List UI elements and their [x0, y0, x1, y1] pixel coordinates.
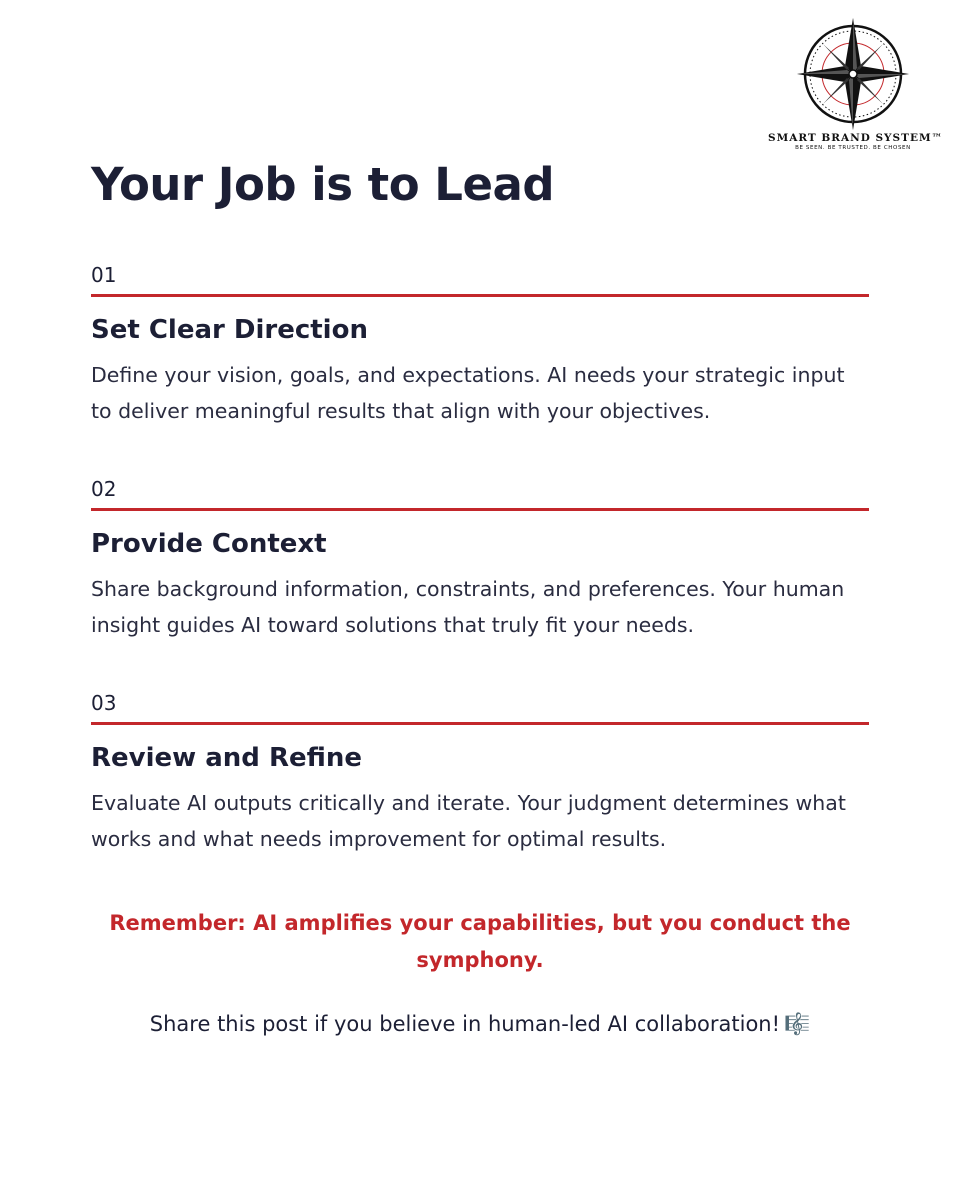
step-body: Share background information, constraints, and preferences. Your human insight guides AI toward solutions that truly fit your needs.: [91, 577, 845, 637]
share-text: Share this post if you believe in human-led AI collaboration!: [149, 1012, 781, 1036]
step-heading: Set Clear Direction: [91, 315, 368, 345]
remember-callout: Remember: AI amplifies your capabilities, but you conduct the symphony.: [109, 911, 851, 972]
step-1: [91, 260, 869, 429]
step-number: 01: [91, 263, 117, 287]
step-heading: Provide Context: [91, 529, 327, 559]
step-divider: [91, 508, 869, 511]
step-divider: [91, 294, 869, 297]
step-divider: [91, 722, 869, 725]
step-body: Define your vision, goals, and expectations. AI needs your strategic input to deliver meaningful results that align with your objectives.: [91, 363, 845, 423]
step-body: Evaluate AI outputs critically and iterate. Your judgment determines what works and what needs improvement for optimal results.: [91, 791, 846, 851]
step-2: [91, 474, 869, 643]
step-number: 02: [91, 477, 117, 501]
share-prompt: [0, 1006, 960, 1042]
brand-logo: [768, 16, 944, 151]
step-heading: Review and Refine: [91, 743, 363, 773]
music-score-icon: 🎼: [784, 1012, 811, 1036]
step-number: 03: [91, 691, 117, 715]
compass-icon: [795, 16, 911, 132]
logo-name: SMART BRAND SYSTEM™: [768, 132, 944, 144]
page-title: Your Job is to Lead: [91, 158, 555, 211]
logo-tagline: BE SEEN. BE TRUSTED. BE CHOSEN: [795, 145, 911, 151]
step-3: [91, 688, 869, 857]
